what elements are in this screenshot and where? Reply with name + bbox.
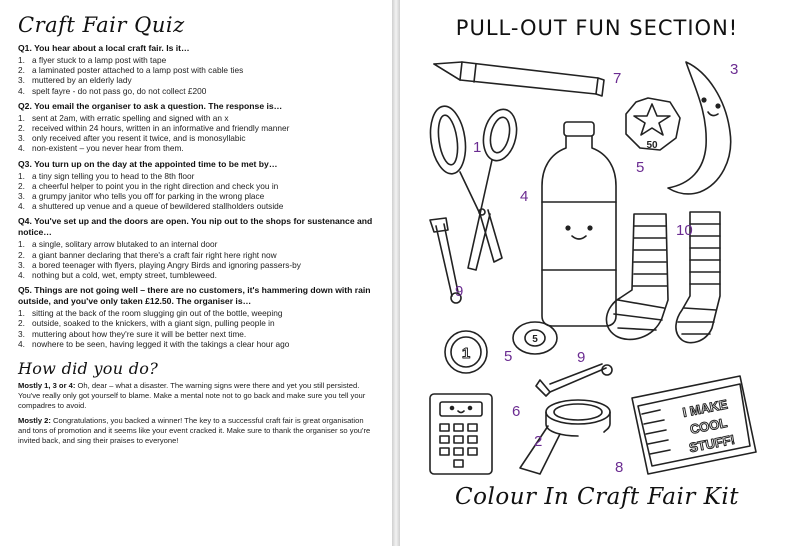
- question-heading: Q4. You've set up and the doors are open. You nip out to the shops for sustenance and notice…: [18, 216, 373, 238]
- keypad: [440, 424, 477, 467]
- colour-in-title: Colour In Craft Fair Kit: [455, 484, 739, 510]
- answer-option: [18, 133, 378, 143]
- label-badge: 5: [504, 348, 513, 365]
- option-text: a shuttered up venue and a queue of bewildered stallholders outside: [32, 201, 284, 212]
- option-number: 1.: [18, 170, 25, 181]
- option-text: muttered by an elderly lady: [32, 75, 132, 86]
- answer-option: [18, 55, 378, 65]
- pencil-icon: [434, 62, 604, 96]
- answer-option: [18, 239, 378, 249]
- label-pin-right: 9: [577, 349, 586, 366]
- answer-option: [18, 191, 378, 201]
- option-text: spelt fayre - do not pass go, do not collect £200: [32, 85, 207, 96]
- option-number: 4.: [18, 270, 25, 281]
- option-number: 3.: [18, 191, 25, 202]
- results-list: [18, 381, 378, 446]
- option-number: 1.: [18, 112, 25, 123]
- option-number: 2.: [18, 318, 25, 329]
- label-coin: 5: [636, 159, 645, 176]
- option-text: muttering about how they're sure it will be better next time.: [32, 328, 247, 339]
- option-number: 3.: [18, 259, 25, 270]
- option-text: a tiny sign telling you to head to the 8th floor: [32, 170, 195, 181]
- result-label: Mostly 2:: [18, 416, 51, 426]
- option-number: 3.: [18, 133, 25, 144]
- option-number: 2.: [18, 65, 25, 76]
- answer-options: [18, 113, 378, 154]
- option-number: 2.: [18, 249, 25, 260]
- question-heading: Q2. You email the organiser to ask a question. The response is…: [18, 100, 283, 111]
- option-text: a grumpy janitor who tells you off for parking in the wrong place: [32, 191, 265, 202]
- answer-option: [18, 75, 378, 85]
- label-scissors: 1: [473, 139, 482, 156]
- right-page: [400, 0, 794, 546]
- label-moon: 3: [730, 61, 739, 78]
- option-text: nowhere to be seen, having legged it with the takings a clear hour ago: [32, 338, 290, 349]
- label-pin-left: 9: [455, 283, 464, 300]
- result-text: Oh, dear – what a disaster. The warning signs were there and yet you still persisted. You've really only got yourself to blame. Make a mental note not to go back and make sure you tell your compadres to avoid.: [18, 381, 366, 411]
- card-reader-icon: [430, 394, 492, 474]
- option-number: 1.: [18, 239, 25, 250]
- option-text: sitting at the back of the room slugging gin out of the bottle, weeping: [32, 308, 283, 319]
- label-tape: 2: [534, 433, 543, 450]
- question-heading: Q1. You hear about a local craft fair. Is it…: [18, 43, 190, 53]
- option-number: 2.: [18, 123, 25, 134]
- option-text: a bored teenager with flyers, playing Angry Birds and ignoring passers-by: [32, 259, 301, 270]
- sign-line-2: COOL: [688, 414, 729, 437]
- question-heading: Q5. Things are not going well – there are no customers, it's hammering down with rain outside, and you've only taken £12.50. The organiser is…: [18, 285, 371, 307]
- colouring-illustrations: [400, 0, 794, 546]
- answer-option: [18, 86, 378, 96]
- answer-option: [18, 270, 378, 280]
- option-number: 1.: [18, 308, 25, 319]
- option-text: a cheerful helper to point you in the right direction and check you in: [32, 180, 279, 191]
- coin-value: 50: [646, 140, 658, 151]
- option-text: only received after you resent it twice, and is monosyllabic: [32, 133, 246, 144]
- option-text: a single, solitary arrow blutaked to an internal door: [32, 239, 218, 250]
- socks-icon: [606, 212, 720, 343]
- option-number: 3.: [18, 75, 25, 86]
- question-heading: Q3. You turn up on the day at the appointed time to be met by…: [18, 158, 278, 169]
- option-text: a flyer stuck to a lamp post with tape: [32, 55, 167, 65]
- safety-pin-icon: [536, 364, 612, 396]
- answer-options: [18, 55, 378, 96]
- option-number: 1.: [18, 55, 25, 65]
- answer-option: [18, 329, 378, 339]
- badge-value: 1: [461, 345, 471, 362]
- answer-option: [18, 181, 378, 191]
- answer-options: [18, 308, 378, 349]
- result-text: Congratulations, you backed a winner! The key to a successful craft fair is great organisation and tons of promotion and it seems like your event cracked it. Make sure to thank the organiser so you're invited back, and sing their praises to everyone!: [18, 416, 371, 446]
- option-text: sent at 2am, with erratic spelling and signed with an x: [32, 112, 229, 123]
- button-value: 5: [532, 334, 538, 345]
- option-number: 4.: [18, 338, 25, 349]
- answer-option: [18, 171, 378, 181]
- answer-option: [18, 143, 378, 153]
- option-text: nothing but a cold, wet, empty street, tumbleweed.: [32, 270, 217, 281]
- option-text: received within 24 hours, written in an informative and friendly manner: [32, 123, 290, 134]
- answer-option: [18, 318, 378, 328]
- answer-option: [18, 65, 378, 75]
- results-title: How did you do?: [18, 359, 159, 379]
- answer-option: [18, 308, 378, 318]
- result-paragraph: [18, 416, 378, 446]
- answer-option: [18, 339, 378, 349]
- option-text: a laminated poster attached to a lamp post with cable ties: [32, 65, 244, 76]
- question-list: [18, 43, 378, 349]
- fun-section-title: PULL-OUT FUN SECTION!: [455, 16, 739, 40]
- option-text: a giant banner declaring that there's a craft fair right here right now: [32, 249, 277, 260]
- label-bottle: 4: [520, 188, 529, 205]
- answer-option: [18, 201, 378, 211]
- quiz-title: Craft Fair Quiz: [18, 13, 185, 37]
- option-text: non-existent – you never hear from them.: [32, 143, 184, 154]
- label-sign: 8: [615, 459, 624, 476]
- answer-option: [18, 260, 378, 270]
- option-number: 2.: [18, 180, 25, 191]
- option-number: 3.: [18, 328, 25, 339]
- option-number: 4.: [18, 85, 25, 96]
- result-label: Mostly 1, 3 or 4:: [18, 381, 76, 391]
- option-text: outside, soaked to the knickers, with a giant sign, pulling people in: [32, 318, 275, 329]
- answer-option: [18, 123, 378, 133]
- answer-options: [18, 171, 378, 212]
- sign-line-1: I MAKE: [681, 396, 729, 420]
- bottle-icon: [542, 122, 616, 326]
- label-pencil: 7: [613, 70, 622, 87]
- answer-option: [18, 113, 378, 123]
- label-card-reader: 6: [512, 403, 521, 420]
- option-number: 4.: [18, 143, 25, 154]
- label-socks: 10: [676, 222, 693, 239]
- option-number: 4.: [18, 201, 25, 212]
- answer-options: [18, 239, 378, 280]
- left-page: [0, 0, 392, 546]
- answer-option: [18, 250, 378, 260]
- result-paragraph: [18, 381, 378, 411]
- book-gutter: [392, 0, 400, 546]
- sign-line-3: STUFF!: [687, 431, 737, 456]
